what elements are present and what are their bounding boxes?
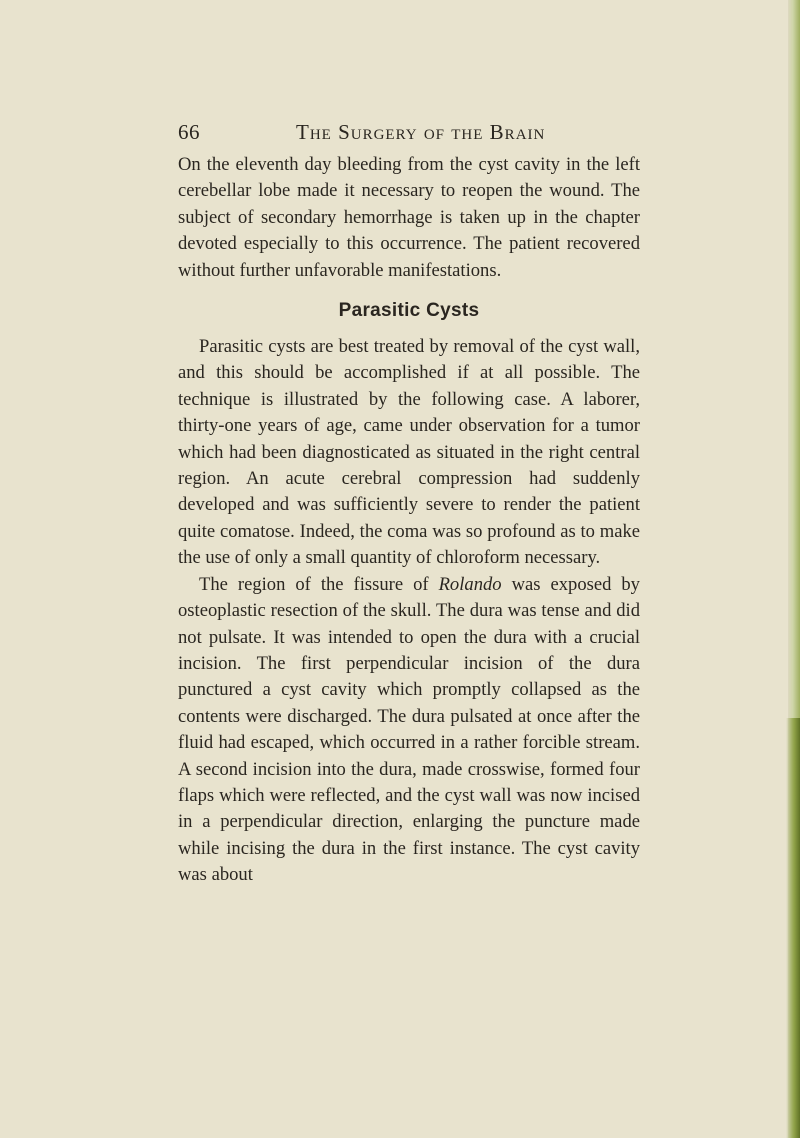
section-heading: Parasitic Cysts (338, 300, 480, 322)
body-text (178, 152, 640, 889)
rolando-italic: Rolando (438, 573, 502, 595)
running-title: The Surgery of the Brain (296, 120, 546, 144)
paragraph-1: On the eleventh day bleeding from the cyst cavity in the left cerebellar lobe made it necessary to reopen the wound. The subject of secondary hemorrhage is taken up in the chapter devoted especially to this occurrence. The patient recovered without further unfavorable manifestations. (178, 154, 640, 281)
paragraph-3 (178, 572, 640, 889)
page-number: 66 (178, 120, 200, 144)
page-edge-stain (786, 718, 800, 1138)
paragraph-3-rest: was exposed by osteoplastic resection of the skull. The dura was tense and did not pulsate. It was intended to open the dura with a crucial incision. The first perpendicular incision of the dura punctured a cyst cavity which promptly collapsed as the contents were discharged. The dura pulsated at once after the fluid had escaped, which occurred in a rather forcible stream. A second incision into the dura, made crosswise, formed four flaps which were reflected, and the cyst wall was now incised in a perpendicular direction, enlarging the puncture made while incising the dura in the first instance. The cyst cavity was about (178, 573, 640, 886)
running-head (178, 120, 638, 146)
paragraph-2: Parasitic cysts are best treated by removal of the cyst wall, and this should be accomplished if at all possible. The technique is illustrated by the following case. A laborer, thirty-one years of age, came under observation for a tumor which had been diagnosticated as situated in the right central region. An acute cerebral compression had suddenly developed and was sufficiently severe to render the patient quite comatose. Indeed, the coma was so profound as to make the use of only a small quantity of chloroform necessary. (178, 336, 640, 569)
paragraph-3-start: The region of the fissure of (199, 573, 439, 595)
